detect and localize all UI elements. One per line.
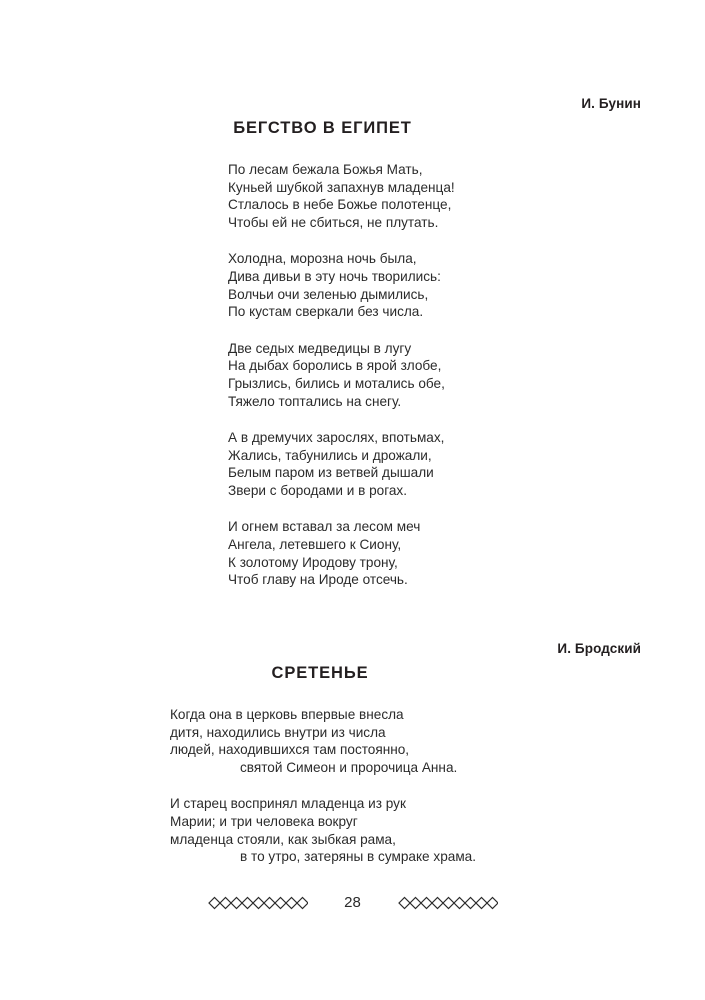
page-footer: [0, 895, 705, 910]
poem-body-bunin: [0, 161, 705, 589]
page-number: 28: [344, 894, 361, 911]
poem-line: Грызлись, бились и мотались обе,: [228, 375, 445, 391]
stanza: [228, 161, 705, 231]
poem-line: Белым паром из ветвей дышали: [228, 465, 434, 481]
poem-title-brodsky: СРЕТЕНЬЕ: [271, 664, 369, 683]
poem-title-bunin: БЕГСТВО В ЕГИПЕТ: [233, 119, 412, 138]
poem-line: Стлалось в небе Божье полотенце,: [228, 197, 452, 213]
poem-line: По лесам бежала Божья Мать,: [228, 161, 423, 177]
poem-line: По кустам сверкали без числа.: [228, 304, 424, 320]
poem-line: Куньей шубкой запахнув младенца!: [228, 179, 455, 195]
stanza: [170, 706, 705, 776]
poem-line: Когда она в церковь впервые внесла: [170, 706, 404, 722]
poem-body-brodsky: [0, 706, 705, 866]
poem-line: Чтобы ей не сбиться, не плутать.: [228, 214, 439, 230]
poem-line: младенца стояли, как зыбкая рама,: [170, 831, 396, 847]
poem-author-bunin: И. Бунин: [581, 96, 641, 111]
poem-line: в то утро, затеряны в сумраке храма.: [240, 849, 476, 865]
poem-line: Волчьи очи зеленью дымились,: [228, 286, 429, 302]
poem-line: людей, находившихся там постоянно,: [170, 742, 410, 758]
stanza: [228, 250, 705, 320]
poem-line: Две седых медведицы в лугу: [228, 340, 412, 356]
poem-line: Тяжело топтались на снегу.: [228, 393, 402, 409]
diamond-chain-ornament-right: [398, 896, 498, 910]
poem-line: На дыбах боролись в ярой злобе,: [228, 358, 442, 374]
poem-line: святой Симеон и пророчица Анна.: [240, 759, 458, 775]
stanza: [170, 795, 705, 865]
poem-block-brodsky: [0, 641, 705, 866]
poem-line: Жались, табунились и дрожали,: [228, 447, 432, 463]
poem-line: Дива дивьи в эту ночь творились:: [228, 268, 441, 284]
poem-line: дитя, находились внутри из числа: [170, 724, 386, 740]
poem-line: Чтоб главу на Ироде отсечь.: [228, 572, 408, 588]
diamond-chain-ornament-left: [208, 896, 308, 910]
poem-line: И огнем вставал за лесом меч: [228, 519, 421, 535]
poem-line: Ангела, летевшего к Сиону,: [228, 537, 402, 553]
poem-line: Холодна, морозна ночь была,: [228, 251, 417, 267]
stanza: [228, 340, 705, 410]
poem-line: Звери с бородами и в рогах.: [228, 482, 408, 498]
poem-line: А в дремучих зарослях, впотьмах,: [228, 430, 445, 446]
poem-line: К золотому Иродову трону,: [228, 554, 398, 570]
poem-line: Марии; и три человека вокруг: [170, 813, 358, 829]
stanza: [228, 429, 705, 499]
poem-block-bunin: [0, 96, 705, 589]
poem-author-brodsky: И. Бродский: [557, 641, 641, 656]
stanza: [228, 518, 705, 588]
poem-line: И старец воспринял младенца из рук: [170, 796, 406, 812]
